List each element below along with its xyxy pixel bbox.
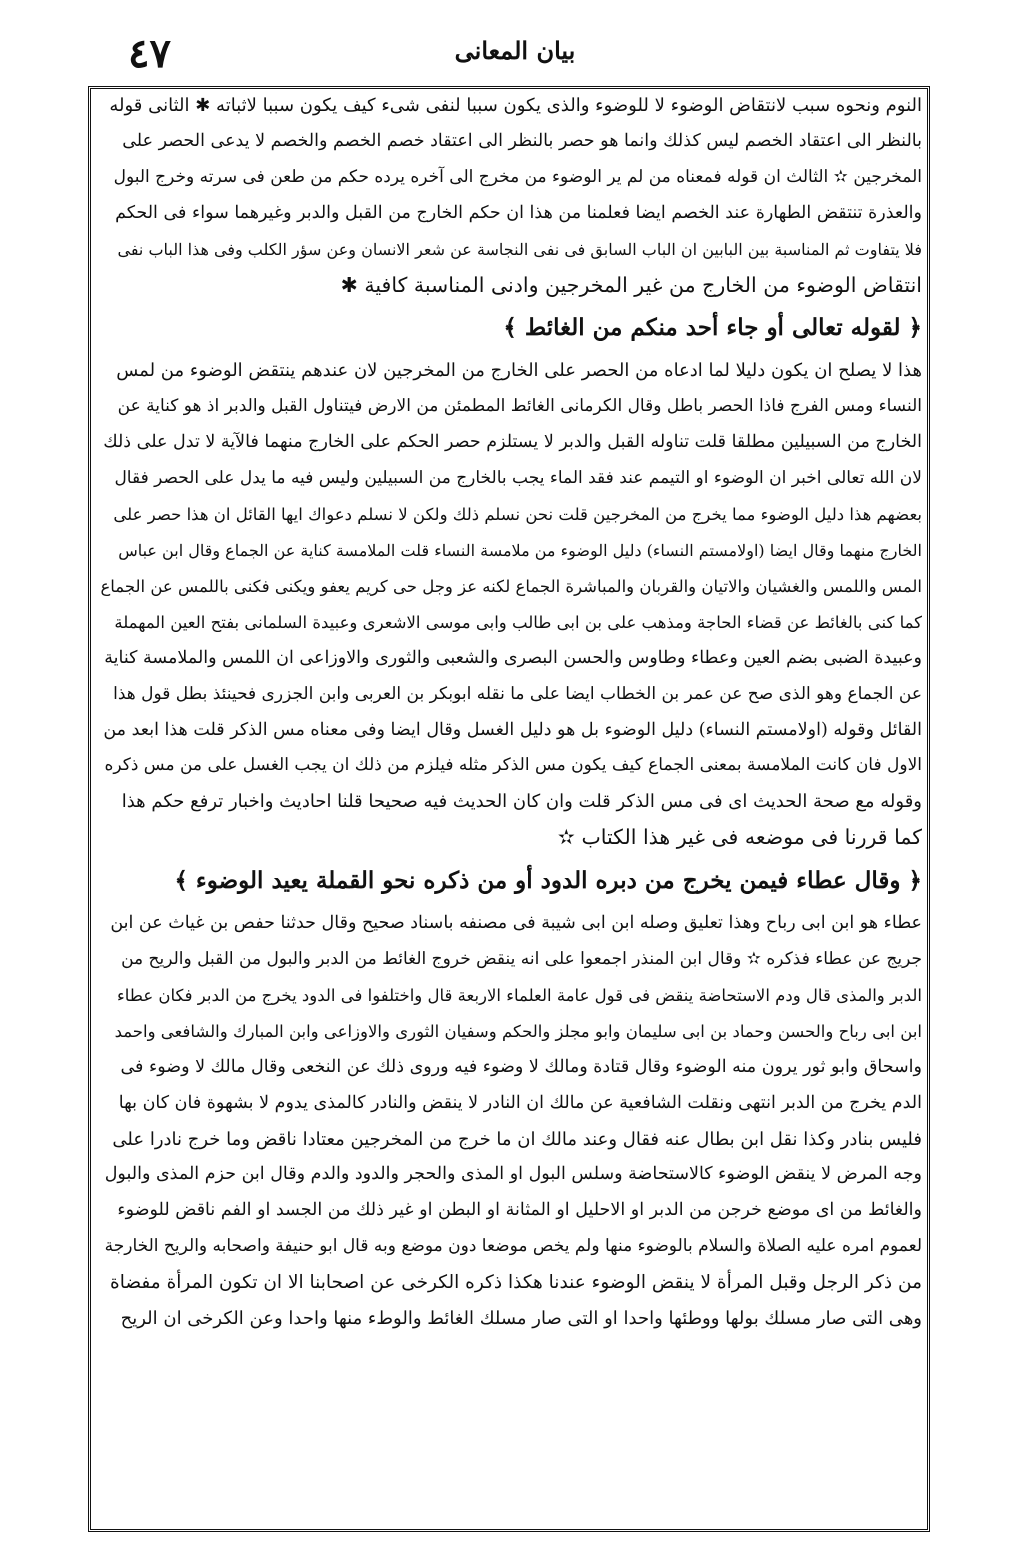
text-line: والغائط من اى موضع خرجن من الدبر او الاحليل او المثانة او البطن او غير ذلك من الجسد او الفم ناقض للوضوء <box>117 1200 922 1221</box>
text-line: عن الجماع وهو الذى صح عن عمر بن الخطاب ايضا على ما نقله ابوبكر بن العربى وابن الجزرى فحينئذ بطل قول هذا <box>113 683 922 704</box>
page-body <box>100 88 922 1337</box>
text-line: الدبر والمذى قال ودم الاستحاضة ينقض فى قول عامة العلماء الاربعة قال واختلفوا فى الدود يخرج من الدبر فكان عطاء <box>117 985 922 1005</box>
text-line: وجه المرض لا ينقض الوضوء كالاستحاضة وسلس البول او المذى والحجر والدود والدم وقال ابن حزم المذى والبول <box>104 1164 922 1185</box>
text-line: المس واللمس والغشيان والاتيان والقربان والمباشرة الجماع لكنه عز وجل حى كريم يعفو ويكنى فكنى باللمس عن الجماع <box>100 576 922 596</box>
section-heading-quran-verse: ﴿ لقوله تعالى أو جاء أحد منكم من الغائط ﴾ <box>503 314 922 342</box>
text-line: لان الله تعالى اخبر ان الوضوء او التيمم عند فقد الماء يجب بالخارج من السبيلين وليس فيه ما يدل على الحصر فقال <box>114 468 922 489</box>
section-heading-ata-quote: ﴿ وقال عطاء فيمن يخرج من دبره الدود أو من ذكره نحو القملة يعيد الوضوء ﴾ <box>174 867 922 895</box>
text-line: كما كنى بالغائط عن قضاء الحاجة ومذهب على بن ابى طالب وابى موسى الاشعرى وعبيدة السلمانى بفتح العين المهملة <box>114 612 922 632</box>
text-line: لعموم امره عليه الصلاة والسلام بالوضوء منها ولم يخص موضعا دون موضع وبه قال ابو حنيفة واصحابه والريح الخارجة <box>104 1236 922 1257</box>
text-line: الخارج من السبيلين مطلقا قلت تناوله القبل والدبر لا يستلزم حصر الحكم على الخارج منهما فالآية لا تدل على ذلك <box>103 432 922 453</box>
text-line: الدم يخرج من الدبر انتهى ونقلت الشافعية عن مالك ان النادر لا ينقض والنادر كالمذى يدوم لا بشهوة فان كان بها <box>118 1092 922 1113</box>
text-line: من ذكر الرجل وقبل المرأة لا ينقض الوضوء عندنا هكذا ذكره الكرخى عن اصحابنا الا ان تكون المرأة مفضاة <box>110 1272 922 1294</box>
text-line: المخرجين ✫ الثالث ان قوله فمعناه من لم ير الوضوء من مخرج الى آخره يرده حكم من طعن فى سرته وخرج البول <box>113 166 922 187</box>
text-line: وقوله مع صحة الحديث اى فى مس الذكر قلت وان كان الحديث فيه صحيحا قلنا احاديث واخبار ترفع حكم هذا <box>121 791 922 813</box>
page-header <box>40 28 990 86</box>
text-line: فليس بنادر وكذا نقل ابن بطال عنه فقال وعند مالك ان ما خرج من المخرجين معتادا ناقض وما خرج نادرا على <box>112 1128 922 1150</box>
text-line: النساء ومس الفرج فاذا الحصر باطل وقال الكرمانى الغائط المطمئن من الارض فيتناول القبل والدبر اذ هو كناية عن <box>117 396 922 417</box>
text-line: وهى التى صار مسلك بولها ووطئها واحدا او التى صار مسلك الغائط والوطء منها واحدا وعن الكرخى ان الريح <box>120 1308 922 1330</box>
text-line: عطاء هو ابن ابى رباح وهذا تعليق وصله ابن ابى شيبة فى مصنفه باسناد صحيح وقال حدثنا حفص بن غياث عن ابن <box>110 913 922 934</box>
text-line: انتقاض الوضوء من الخارج من غير المخرجين وادنى المناسبة كافية ✱ <box>340 272 922 297</box>
text-line: بعضهم هذا دليل الوضوء مما يخرج من المخرجين قلت نحن نسلم ذلك ولكن لا نسلم دعواك ايها القائل ان هذا حصر على <box>113 505 922 525</box>
text-line: هذا لا يصلح ان يكون دليلا لما ادعاه من الحصر على الخارج من المخرجين لان عندهم ينتقض الوضوء من لمس <box>116 360 922 382</box>
running-title: بيان المعانى <box>454 36 576 65</box>
text-line: وعبيدة الضبى بضم العين وعطاء وطاوس والحسن البصرى والشعبى والثورى والاوزاعى ان اللمس والملامسة كناية <box>104 647 922 668</box>
text-line: واسحاق وابو ثور يرون منه الوضوء وقال قتادة ومالك لا وضوء فيه وروى ذلك عن النخعى وقال مالك لا وضوء فى <box>120 1056 922 1077</box>
text-line: ابن ابى رباح والحسن وحماد بن ابى سليمان وابو مجلز والحكم وسفيان الثورى والاوزاعى وابن المبارك والشافعى واحمد <box>114 1021 922 1041</box>
text-line: والعذرة تنتقض الطهارة عند الخصم ايضا فعلمنا من هذا ان حكم الخارج من القبل والدبر وغيرهما سواء فى الحكم <box>115 202 922 223</box>
text-line: كما قررنا فى موضعه فى غير هذا الكتاب ✫ <box>557 825 922 850</box>
text-line: القائل وقوله (اولامستم النساء) دليل الوضوء بل هو دليل الغسل وقال ايضا وفى معناه مس الذكر قلت هذا ابعد من <box>103 719 922 740</box>
text-line: بالنظر الى اعتقاد الخصم ليس كذلك وانما هو حصر بالنظر الى اعتقاد خصم الخصم والخصم لا يدعى الحصر على <box>122 130 922 151</box>
text-line: الاول فان كانت الملامسة بمعنى الجماع كيف يكون مس الذكر مثله فيلزم من ذلك ان يجب الغسل على من مس ذكره <box>104 755 922 776</box>
text-line: فلا يتفاوت ثم المناسبة بين البابين ان الباب السابق فى نفى النجاسة عن شعر الانسان وعن سؤر الكلب وفى هذا الباب نفى <box>117 239 922 259</box>
text-line: الخارج منهما وقال ايضا (اولامستم النساء) دليل الوضوء من ملامسة النساء قلت الملامسة كناية عن الجماع وقال ابن عباس <box>118 540 922 560</box>
page-number: ٤٧ <box>128 30 171 77</box>
text-line: النوم ونحوه سبب لانتقاض الوضوء لا للوضوء والذى يكون سببا لنفى شىء كيف يكون سببا لاثباته ✱ الثانى قوله <box>109 95 922 116</box>
text-line: جريج عن عطاء فذكره ✫ وقال ابن المنذر اجمعوا على انه ينقض خروج الغائط من الدبر والبول من القبل والريح من <box>121 949 922 970</box>
